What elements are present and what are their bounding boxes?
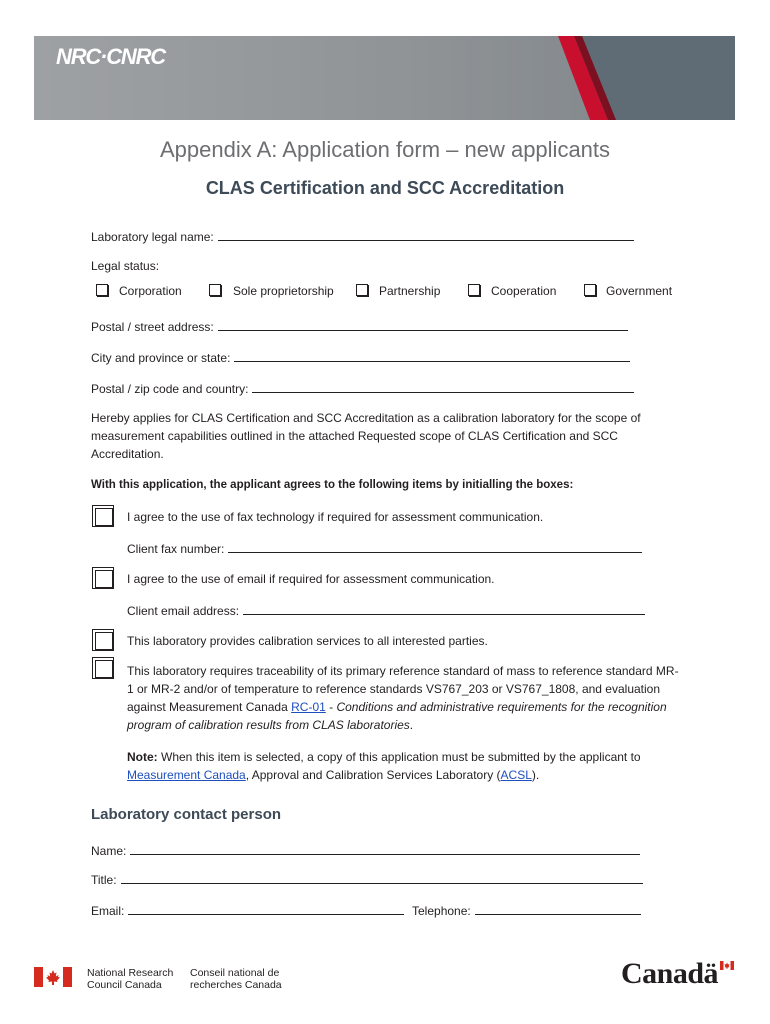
rc-01-link[interactable]: RC-01 bbox=[291, 700, 326, 714]
note-text-1: When this item is selected, a copy of this application must be submitted by the applicant to bbox=[157, 750, 641, 764]
applies-paragraph: Hereby applies for CLAS Certification and SCC Accreditation as a calibration laboratory for the scope of measurement capabilities outlined in the attached Requested scope of CLAS Certification and SCC Accreditation. bbox=[91, 411, 641, 461]
checkbox-email-agreement[interactable] bbox=[95, 570, 113, 588]
checkbox-cooperation[interactable] bbox=[468, 284, 480, 296]
checkbox-corporation[interactable] bbox=[96, 284, 108, 296]
canada-flag-icon bbox=[34, 967, 72, 987]
email-address-row bbox=[127, 603, 645, 618]
calibration-services-text: This laboratory provides calibration services to all interested parties. bbox=[127, 634, 488, 648]
contact-telephone-row bbox=[412, 903, 641, 918]
note-text-2: , Approval and Calibration Services Laboratory ( bbox=[245, 768, 501, 782]
lab-legal-name-field[interactable] bbox=[218, 229, 634, 241]
checkbox-fax-agreement[interactable] bbox=[95, 508, 113, 526]
checkbox-sole-proprietorship[interactable] bbox=[209, 284, 221, 296]
traceability-line-3 bbox=[127, 700, 667, 714]
contact-title-field[interactable] bbox=[121, 872, 643, 884]
email-address-label: Client email address: bbox=[127, 604, 240, 618]
postal-zip-field[interactable] bbox=[252, 381, 634, 393]
contact-name-label: Name: bbox=[91, 844, 127, 858]
footer-nrc-english bbox=[87, 967, 173, 991]
note-text-3: ). bbox=[531, 768, 540, 782]
option-government-label: Government bbox=[606, 284, 673, 298]
contact-telephone-field[interactable] bbox=[475, 903, 641, 915]
contact-title-row bbox=[91, 872, 643, 887]
measurement-canada-link[interactable]: Measurement Canada bbox=[127, 768, 246, 782]
traceability-line-3-italic: Conditions and administrative requirements for the recognition bbox=[336, 700, 667, 714]
email-address-field[interactable] bbox=[243, 603, 645, 615]
traceability-line-1: This laboratory requires traceability of its primary reference standard of mass to reference standard MR- bbox=[127, 664, 679, 678]
option-partnership-label: Partnership bbox=[379, 284, 441, 298]
postal-address-label: Postal / street address: bbox=[91, 320, 214, 334]
wordmark-flag-icon bbox=[720, 961, 734, 970]
contact-email-row bbox=[91, 903, 404, 918]
fax-agreement-text: I agree to the use of fax technology if required for assessment communication. bbox=[127, 510, 544, 524]
postal-address-field[interactable] bbox=[218, 319, 628, 331]
email-agreement-text: I agree to the use of email if required for assessment communication. bbox=[127, 572, 495, 586]
option-cooperation-label: Cooperation bbox=[491, 284, 557, 298]
lab-legal-name-row bbox=[91, 229, 634, 244]
contact-section-heading: Laboratory contact person bbox=[91, 806, 282, 823]
traceability-line-3-start: against Measurement Canada bbox=[127, 700, 292, 714]
footer-nrc-en-line-2: Council Canada bbox=[87, 979, 162, 991]
checkbox-calibration-services[interactable] bbox=[95, 632, 113, 650]
city-province-label: City and province or state: bbox=[91, 351, 231, 365]
footer-nrc-fr-line-1: Conseil national de bbox=[190, 967, 280, 979]
agreement-heading: With this application, the applicant agrees to the following items by initialling the boxes: bbox=[91, 479, 574, 491]
canada-wordmark: Canadä bbox=[621, 957, 719, 990]
contact-email-label: Email: bbox=[91, 904, 125, 918]
fax-number-label: Client fax number: bbox=[127, 542, 225, 556]
city-province-row bbox=[91, 350, 630, 365]
checkbox-traceability[interactable] bbox=[95, 660, 113, 678]
fax-number-field[interactable] bbox=[228, 541, 642, 553]
option-sole-proprietorship-label: Sole proprietorship bbox=[233, 284, 334, 298]
note-line-1 bbox=[127, 750, 641, 764]
page-subtitle: CLAS Certification and SCC Accreditation bbox=[205, 178, 565, 198]
traceability-line-4-italic: program of calibration results from CLAS laboratories bbox=[127, 718, 410, 732]
contact-telephone-label: Telephone: bbox=[412, 904, 471, 918]
postal-address-row bbox=[91, 319, 628, 334]
page-title: Appendix A: Application form – new applicants bbox=[159, 137, 611, 162]
nrc-logo: NRC·CNRC bbox=[56, 44, 165, 69]
checkbox-partnership[interactable] bbox=[356, 284, 368, 296]
option-corporation-label: Corporation bbox=[119, 284, 182, 298]
contact-email-field[interactable] bbox=[128, 903, 404, 915]
traceability-line-4 bbox=[127, 718, 413, 732]
traceability-line-2: 1 or MR-2 and/or of temperature to reference standards VS767_203 or VS767_1808, and evaluation bbox=[127, 682, 661, 696]
note-label: Note: bbox=[127, 750, 158, 764]
lab-legal-name-label: Laboratory legal name: bbox=[91, 230, 214, 244]
postal-zip-row bbox=[91, 381, 634, 396]
footer-nrc-en-line-1: National Research bbox=[87, 967, 174, 979]
contact-name-field[interactable] bbox=[130, 843, 640, 855]
acsl-link[interactable]: ACSL bbox=[500, 768, 532, 782]
traceability-dash: - bbox=[325, 700, 337, 714]
note-line-2 bbox=[127, 768, 539, 782]
footer-nrc-french bbox=[190, 967, 282, 991]
checkbox-government[interactable] bbox=[584, 284, 596, 296]
fax-number-row bbox=[127, 541, 642, 556]
footer-nrc-fr-line-2: recherches Canada bbox=[190, 979, 282, 991]
traceability-period: . bbox=[409, 718, 414, 732]
legal-status-label: Legal status: bbox=[91, 259, 160, 273]
postal-zip-label: Postal / zip code and country: bbox=[91, 382, 249, 396]
city-province-field[interactable] bbox=[234, 350, 630, 362]
contact-name-row bbox=[91, 843, 640, 858]
contact-title-label: Title: bbox=[91, 873, 117, 887]
